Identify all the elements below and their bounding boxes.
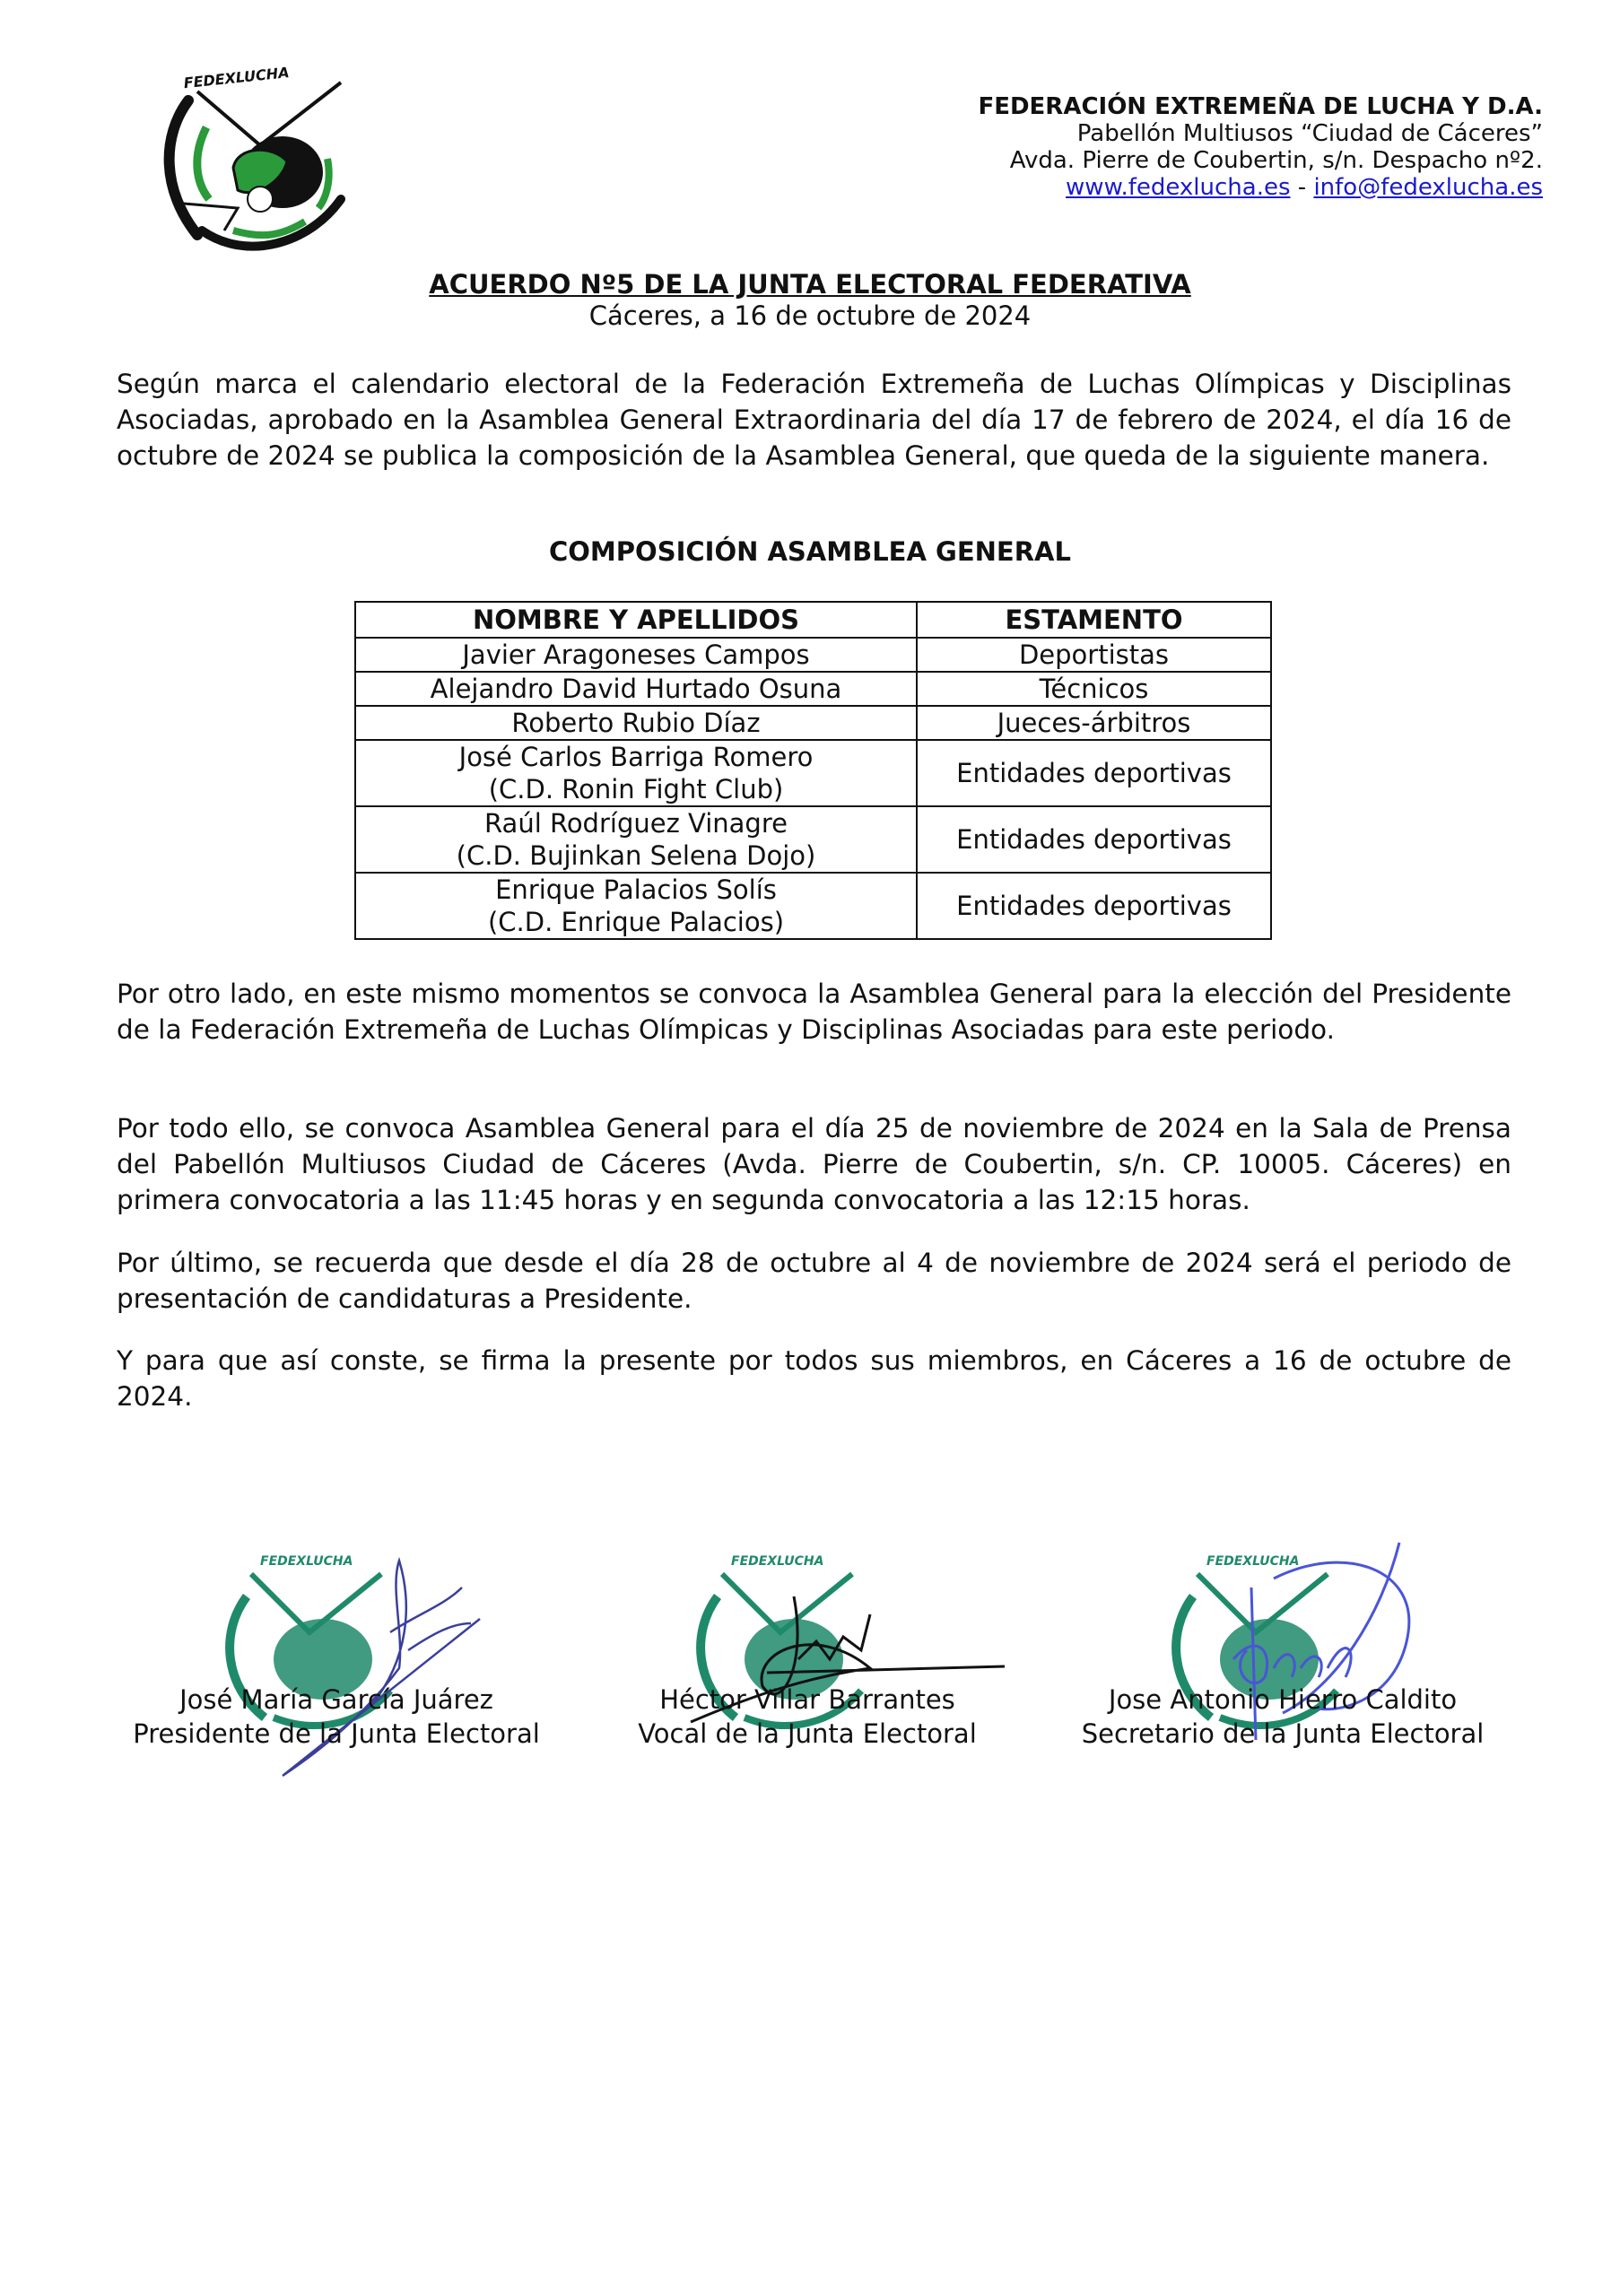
signatory-name: Héctor Villar Barrantes	[659, 1684, 955, 1715]
table-header-row	[355, 602, 1271, 638]
table-row	[355, 740, 1271, 806]
member-name-text: Javier Aragoneses Campos	[462, 639, 810, 670]
member-club-text: (C.D. Enrique Palacios)	[487, 907, 785, 937]
organization-info	[861, 93, 1543, 201]
signatory-name: José María García Juárez	[179, 1684, 493, 1715]
federation-logo	[148, 56, 363, 262]
handwritten-signature-icon	[1050, 1534, 1516, 1803]
member-name	[355, 873, 917, 939]
contact-links	[861, 174, 1543, 201]
logo-text: FEDEXLUCHA	[182, 63, 291, 92]
signature-block-vocal	[574, 1534, 1041, 1803]
column-header-name: NOMBRE Y APELLIDOS	[355, 602, 917, 638]
handwritten-signature-icon	[574, 1534, 1041, 1803]
table-row	[355, 806, 1271, 873]
member-name-text: Roberto Rubio Díaz	[511, 708, 761, 738]
table-row	[355, 873, 1271, 939]
signatory	[574, 1683, 1041, 1751]
table-row	[355, 672, 1271, 706]
table-row	[355, 638, 1271, 672]
signatory	[103, 1683, 570, 1751]
member-club-text: (C.D. Ronin Fight Club)	[488, 774, 784, 804]
document-date: Cáceres, a 16 de octubre de 2024	[588, 300, 1032, 331]
signatory	[1050, 1683, 1516, 1751]
signatory-name: Jose Antonio Hierro Caldito	[1108, 1684, 1458, 1715]
table-row	[355, 706, 1271, 740]
member-name	[355, 672, 917, 706]
member-name-text: Raúl Rodríguez Vinagre	[484, 808, 788, 839]
stamp-text: FEDEXLUCHA	[1206, 1554, 1300, 1569]
document-title: ACUERDO Nº5 DE LA JUNTA ELECTORAL FEDERATIVA	[429, 269, 1191, 300]
member-estamento: Entidades deportivas	[917, 740, 1271, 806]
member-estamento: Deportistas	[917, 638, 1271, 672]
signatory-role: Presidente de la Junta Electoral	[133, 1718, 540, 1749]
paragraph-intro: Según marca el calendario electoral de la Federación Extremeña de Luchas Olímpicas y Disciplinas Asociadas, aprobado en la Asamblea General Extraordinaria del día 17 de febrero de 2024, el día 16 de octubre de 2024 se publica la composición de la Asamblea General, que queda de la siguiente manera.	[117, 369, 1511, 471]
website-link[interactable]: www.fedexlucha.es	[1066, 174, 1291, 201]
member-estamento: Entidades deportivas	[917, 873, 1271, 939]
signature-block-secretary	[1050, 1534, 1516, 1803]
signatory-role: Secretario de la Junta Electoral	[1081, 1718, 1485, 1749]
member-name	[355, 638, 917, 672]
member-name-text: Alejandro David Hurtado Osuna	[430, 674, 842, 704]
handwritten-signature-icon	[103, 1534, 570, 1803]
composition-table	[354, 601, 1272, 940]
member-name-text: Enrique Palacios Solís	[495, 874, 777, 905]
stamp-text: FEDEXLUCHA	[260, 1554, 353, 1569]
member-estamento: Jueces-árbitros	[917, 706, 1271, 740]
column-header-estamento: ESTAMENTO	[917, 602, 1271, 638]
composition-title: COMPOSICIÓN ASAMBLEA GENERAL	[549, 536, 1071, 567]
paragraph-assembly-date: Por todo ello, se convoca Asamblea General para el día 25 de noviembre de 2024 en la Sala de Prensa del Pabellón Multiusos Ciudad de Cáceres (Avda. Pierre de Coubertin, s/n. CP. 10005. Cáceres) en primera convocatoria a las 11:45 horas y en segunda convocatoria a las 12:15 horas.	[117, 1113, 1511, 1215]
link-separator: -	[1290, 174, 1314, 201]
paragraph-closing: Y para que así conste, se firma la presente por todos sus miembros, en Cáceres a 16 de octubre de 2024.	[117, 1345, 1511, 1412]
member-name	[355, 740, 917, 806]
paragraph-convocation: Por otro lado, en este mismo momentos se convoca la Asamblea General para la elección del Presidente de la Federación Extremeña de Luchas Olímpicas y Disciplinas Asociadas para este periodo.	[117, 978, 1511, 1045]
stamp-text: FEDEXLUCHA	[731, 1554, 824, 1569]
email-link[interactable]: info@fedexlucha.es	[1313, 174, 1543, 201]
document-title-block	[0, 269, 1620, 332]
address-line-1: Pabellón Multiusos “Ciudad de Cáceres”	[1076, 120, 1543, 147]
member-name-text: José Carlos Barriga Romero	[458, 742, 814, 772]
member-name	[355, 706, 917, 740]
member-estamento: Técnicos	[917, 672, 1271, 706]
address-line-2: Avda. Pierre de Coubertin, s/n. Despacho nº2.	[1009, 147, 1543, 174]
signature-block-president	[103, 1534, 570, 1803]
organization-name: FEDERACIÓN EXTREMEÑA DE LUCHA Y D.A.	[978, 93, 1543, 120]
signatory-role: Vocal de la Junta Electoral	[638, 1718, 977, 1749]
member-estamento: Entidades deportivas	[917, 806, 1271, 873]
member-name	[355, 806, 917, 873]
member-club-text: (C.D. Bujinkan Selena Dojo)	[456, 840, 816, 871]
paragraph-candidacy-period: Por último, se recuerda que desde el día 28 de octubre al 4 de noviembre de 2024 será el periodo de presentación de candidaturas a Presidente.	[117, 1248, 1511, 1314]
